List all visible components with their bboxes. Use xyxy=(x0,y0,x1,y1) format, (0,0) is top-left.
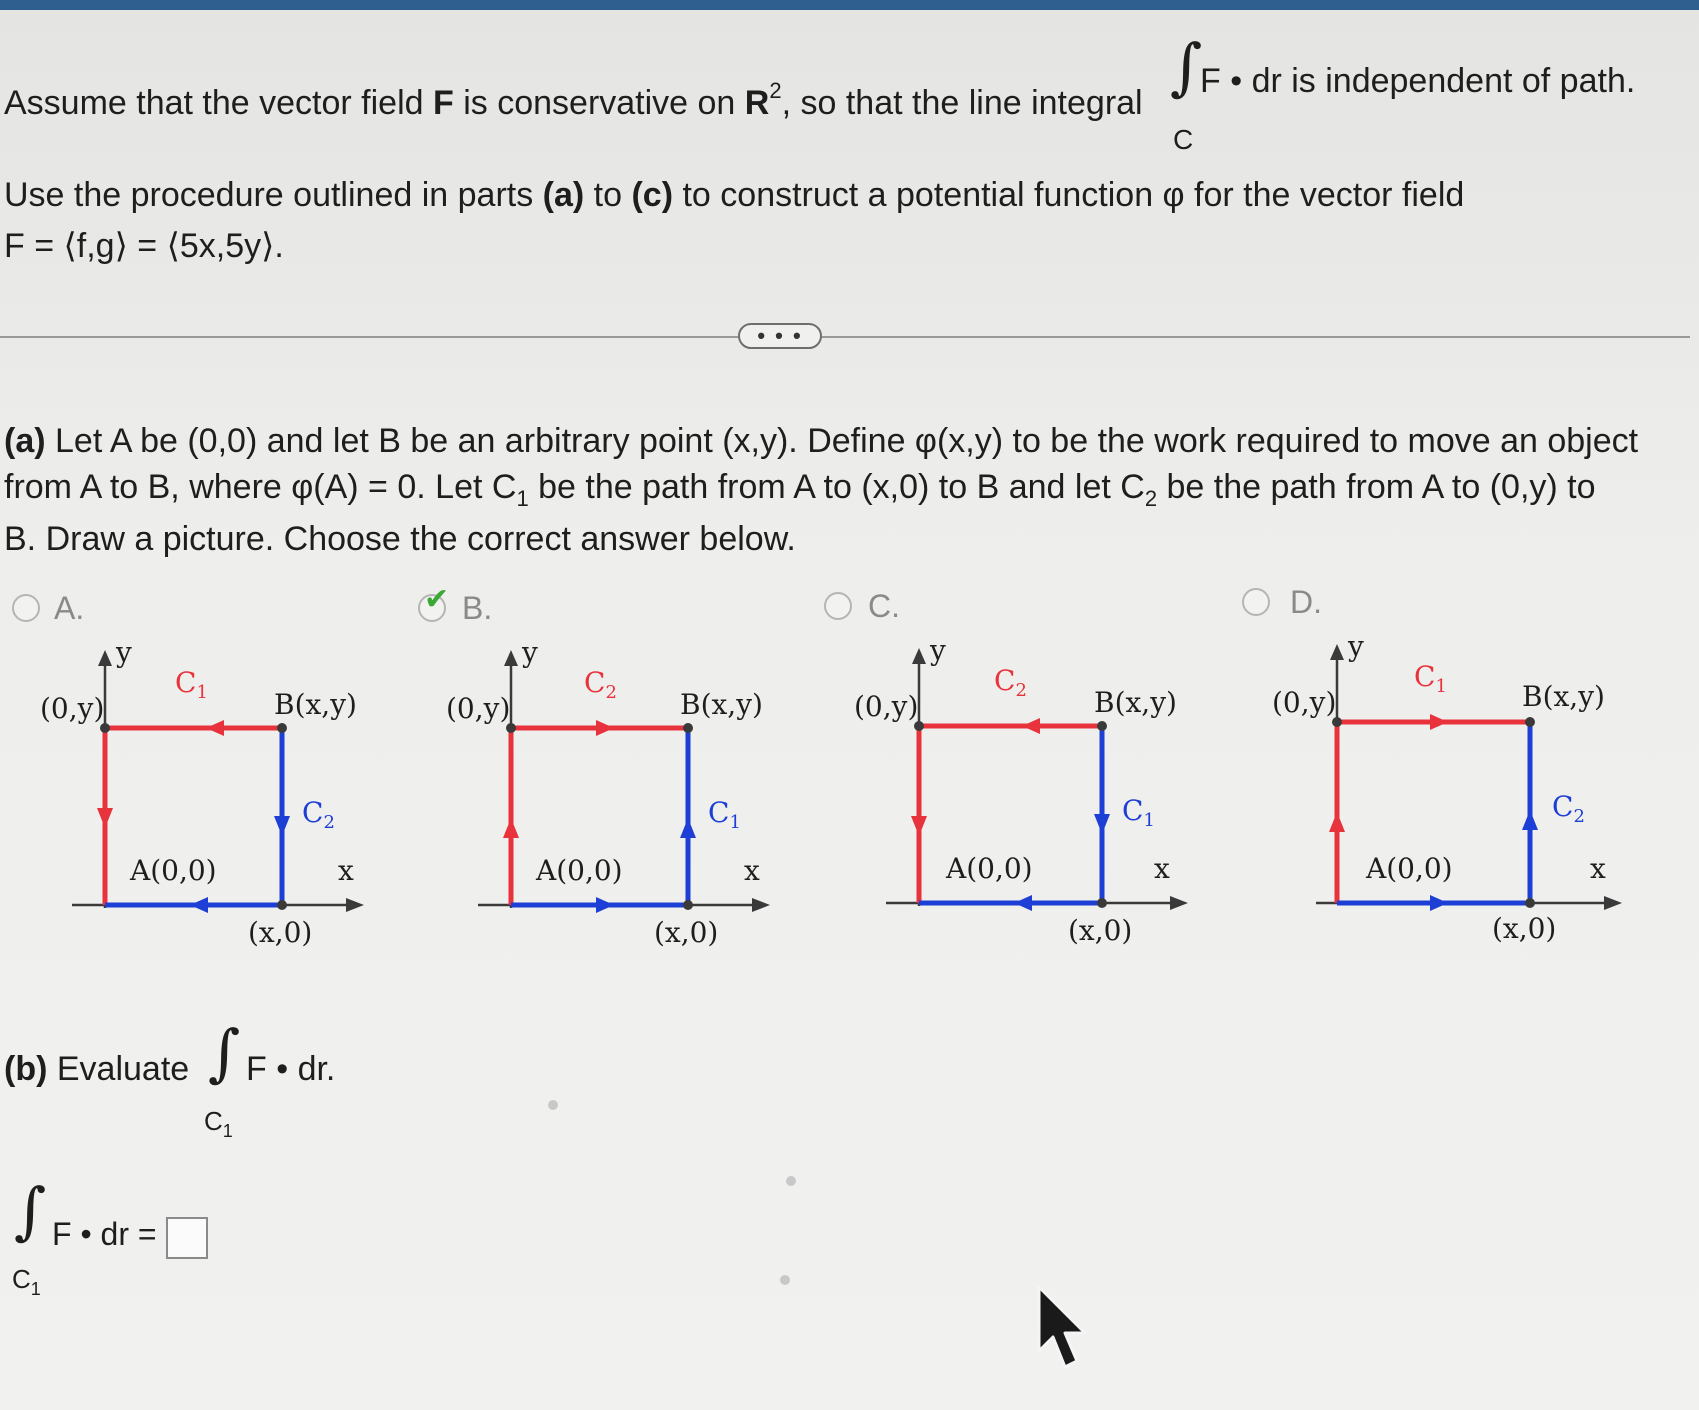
point-dot xyxy=(1097,721,1107,731)
point-dot xyxy=(683,900,693,910)
y-axis-arrow-icon xyxy=(504,650,518,666)
point-B-label: B(x,y) xyxy=(274,688,357,721)
intro-text: , so that the line integral xyxy=(781,84,1143,122)
blue-arrow-icon xyxy=(1014,895,1032,911)
x-axis-label: x xyxy=(744,854,760,887)
vector-field-definition: F = ⟨f,g⟩ = ⟨5x,5y⟩. xyxy=(4,227,284,265)
intro-text: is independent of path. xyxy=(1281,62,1636,100)
integral-sign-icon: ∫ xyxy=(1170,30,1203,103)
section-divider xyxy=(0,336,1690,338)
intro-R: R xyxy=(744,84,770,122)
answer-integrand: F • dr = xyxy=(52,1216,157,1252)
intro-line xyxy=(4,78,1143,123)
blue-arrow-icon xyxy=(1094,814,1110,834)
part-b-integrand: F • dr. xyxy=(246,1050,336,1088)
point-dot xyxy=(683,723,693,733)
integral-sign-icon: ∫ xyxy=(208,1016,241,1089)
part-a-text: Let A be (0,0) and let B be an arbitrary point (x,y). Define φ(x,y) to be the work required to move an object xyxy=(45,422,1639,460)
part-a-subscript: 1 xyxy=(516,486,529,511)
procedure-text: to construct a potential function φ for the vector field xyxy=(673,176,1465,214)
x-axis-label: x xyxy=(338,854,354,887)
right-path-label: $C_1$ xyxy=(708,796,741,833)
x-axis-arrow-icon xyxy=(1170,896,1188,910)
intro-text: Assume that the vector field xyxy=(4,84,433,122)
screen-smudge xyxy=(786,1176,796,1186)
point-x0-label: (x,0) xyxy=(1068,914,1133,947)
correct-check-icon: ✔ xyxy=(424,583,450,616)
procedure-text: Use the procedure outlined in parts xyxy=(4,176,543,214)
screen-smudge xyxy=(548,1100,558,1110)
part-b-label: (b) xyxy=(4,1050,48,1088)
red-arrow-icon xyxy=(97,808,113,828)
y-axis-arrow-icon xyxy=(912,648,926,664)
y-axis-label: y xyxy=(930,634,946,667)
point-B-label: B(x,y) xyxy=(1522,680,1605,713)
y-axis-label: y xyxy=(1348,630,1364,663)
blue-arrow-icon xyxy=(1430,895,1448,911)
part-b-path: $C_1$ xyxy=(204,1106,233,1141)
red-arrow-icon xyxy=(503,818,519,838)
red-arrow-icon xyxy=(1022,718,1040,734)
point-x0-label: (x,0) xyxy=(248,916,313,949)
blue-arrow-icon xyxy=(190,897,208,913)
top-path-label: $C_1$ xyxy=(1414,660,1447,697)
procedure-text: to xyxy=(584,176,632,214)
option-a-label[interactable]: A. xyxy=(54,590,85,626)
red-arrow-icon xyxy=(911,816,927,836)
part-a-text: be the path from A to (x,0) to B and let C xyxy=(528,468,1145,506)
right-path-label: $C_1$ xyxy=(1122,794,1155,831)
procedure-line xyxy=(4,176,1464,215)
red-arrow-icon xyxy=(596,720,614,736)
blue-arrow-icon xyxy=(596,897,614,913)
procedure-part-c: (c) xyxy=(631,176,674,214)
intro-integrand-line xyxy=(1200,62,1635,101)
part-a-line-1 xyxy=(4,422,1638,461)
option-a-diagram[interactable] xyxy=(30,636,370,960)
intro-R-exponent: 2 xyxy=(769,78,782,103)
point-A-label: A(0,0) xyxy=(946,852,1033,885)
part-b-text: Evaluate xyxy=(47,1050,190,1088)
option-c-label[interactable]: C. xyxy=(868,588,900,624)
answer-input[interactable] xyxy=(166,1217,208,1259)
red-arrow-icon xyxy=(1430,714,1448,730)
point-B-label: B(x,y) xyxy=(680,688,763,721)
point-0y-label: (0,y) xyxy=(446,692,511,725)
x-axis-label: x xyxy=(1154,852,1170,885)
part-a-text: from A to B, where φ(A) = 0. Let C xyxy=(4,468,517,506)
top-path-label: $C_2$ xyxy=(584,666,617,703)
point-dot xyxy=(1525,717,1535,727)
blue-arrow-icon xyxy=(1522,810,1538,830)
y-axis-arrow-icon xyxy=(1330,644,1344,660)
mouse-cursor-icon xyxy=(1035,1285,1091,1375)
integral-sign-icon: ∫ xyxy=(14,1174,47,1247)
y-axis-label: y xyxy=(116,636,132,669)
point-A-label: A(0,0) xyxy=(130,854,217,887)
point-0y-label: (0,y) xyxy=(1272,686,1337,719)
x-axis-arrow-icon xyxy=(752,898,770,912)
x-axis-label: x xyxy=(1590,852,1606,885)
point-A-label: A(0,0) xyxy=(1366,852,1453,885)
option-d-label[interactable]: D. xyxy=(1290,584,1322,620)
intro-text: is conservative on xyxy=(453,84,745,122)
part-a-line-3: B. Draw a picture. Choose the correct answer below. xyxy=(4,520,796,558)
procedure-part-a: (a) xyxy=(542,176,585,214)
point-B-label: B(x,y) xyxy=(1094,686,1177,719)
y-axis-label: y xyxy=(522,636,538,669)
blue-arrow-icon xyxy=(680,818,696,838)
point-0y-label: (0,y) xyxy=(40,692,105,725)
point-0y-label: (0,y) xyxy=(854,690,919,723)
screen-smudge xyxy=(780,1275,790,1285)
option-a-radio[interactable] xyxy=(12,594,40,622)
blue-arrow-icon xyxy=(274,816,290,836)
option-d-radio[interactable] xyxy=(1242,588,1270,616)
answer-path: $C_1$ xyxy=(12,1264,41,1299)
right-path-label: $C_2$ xyxy=(302,796,335,833)
option-b-label[interactable]: B. xyxy=(462,590,493,626)
option-c-radio[interactable] xyxy=(824,592,852,620)
option-c-diagram[interactable] xyxy=(844,634,1184,958)
option-d-diagram[interactable] xyxy=(1262,630,1622,954)
intro-path-C: C xyxy=(1173,124,1194,155)
x-axis-arrow-icon xyxy=(346,898,364,912)
x-axis-arrow-icon xyxy=(1604,896,1622,910)
intro-field-F: F xyxy=(432,84,454,122)
point-dot xyxy=(277,900,287,910)
expand-button[interactable]: • • • xyxy=(738,323,822,349)
right-path-label: $C_2$ xyxy=(1552,790,1585,827)
top-path-label: $C_1$ xyxy=(175,666,208,703)
red-arrow-icon xyxy=(206,720,224,736)
point-A-label: A(0,0) xyxy=(536,854,623,887)
red-arrow-icon xyxy=(1329,812,1345,832)
y-axis-arrow-icon xyxy=(98,650,112,666)
part-a-line-2 xyxy=(4,468,1596,511)
point-dot xyxy=(1097,898,1107,908)
intro-integrand: F • dr xyxy=(1200,62,1282,100)
part-a-label: (a) xyxy=(4,422,46,460)
option-b-diagram[interactable] xyxy=(436,636,776,960)
part-b-prompt xyxy=(4,1050,189,1089)
top-path-label: $C_2$ xyxy=(994,664,1027,701)
point-dot xyxy=(1525,898,1535,908)
part-a-text: be the path from A to (0,y) to xyxy=(1157,468,1596,506)
point-x0-label: (x,0) xyxy=(1492,912,1557,945)
top-accent-bar xyxy=(0,0,1699,10)
part-a-subscript: 2 xyxy=(1144,486,1158,511)
point-x0-label: (x,0) xyxy=(654,916,719,949)
point-dot xyxy=(277,723,287,733)
